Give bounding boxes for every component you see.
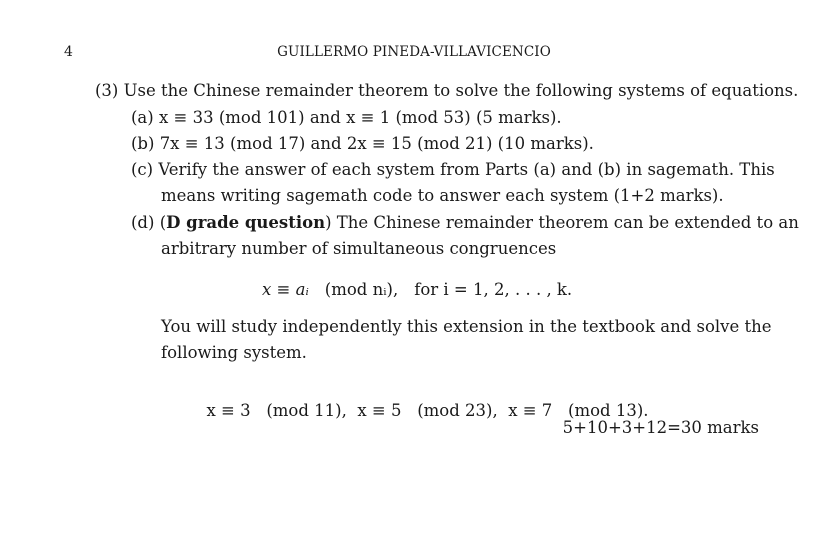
part-c-line-2: [161, 186, 724, 206]
part-d-para-1: You will study independently this extension in the textbook and solve the: [161, 317, 772, 336]
general-for: for i = 1, 2, . . . , k.: [414, 280, 573, 299]
general-mod: (mod nᵢ),: [324, 280, 399, 299]
part-c-label: (c): [131, 160, 154, 179]
part-d-para-line-2: [161, 343, 307, 363]
part-d-line-1: (d) (D grade question) The Chinese remainder theorem can be extended to an: [131, 213, 799, 232]
page-number: 4: [64, 44, 73, 60]
part-a: [131, 108, 562, 128]
part-d-label: (d): [131, 213, 155, 232]
part-b-text: 7x ≡ 13 (mod 17) and 2x ≡ 15 (mod 21) (10 marks).: [159, 134, 594, 153]
total-marks: 5+10+3+12=30 marks: [562, 418, 759, 437]
part-d-bold: D grade question: [166, 213, 326, 232]
part-c-text-2: means writing sagemath code to answer each system (1+2 marks).: [161, 186, 724, 205]
part-d-line-2: [161, 239, 556, 259]
part-c-line-1: [131, 160, 775, 180]
part-b: [131, 134, 594, 154]
display-equation-general: [262, 280, 572, 300]
running-head: GUILLERMO PINEDA-VILLAVICENCIO: [277, 44, 551, 60]
problem-label: (3): [95, 81, 119, 100]
display-equation-system: [196, 381, 649, 421]
part-a-label: (a): [131, 108, 154, 127]
part-c-text-1: Verify the answer of each system from Parts (a) and (b) in sagemath. This: [158, 160, 775, 179]
general-lhs: x ≡ aᵢ: [262, 280, 309, 299]
system-equations: x ≡ 3 (mod 11), x ≡ 5 (mod 23), x ≡ 7 (mod 13).: [206, 401, 649, 420]
problem-intro-text: Use the Chinese remainder theorem to solve the following systems of equations.: [123, 81, 799, 100]
part-d-text-1: ) The Chinese remainder theorem can be extended to an: [325, 213, 799, 232]
part-d-para-line-1: [161, 317, 772, 337]
part-d-para-2: following system.: [161, 343, 307, 362]
problem-intro: [95, 81, 798, 101]
part-b-label: (b): [131, 134, 155, 153]
part-d-text-2: arbitrary number of simultaneous congruences: [161, 239, 557, 258]
part-a-text: x ≡ 33 (mod 101) and x ≡ 1 (mod 53) (5 marks).: [158, 108, 562, 127]
